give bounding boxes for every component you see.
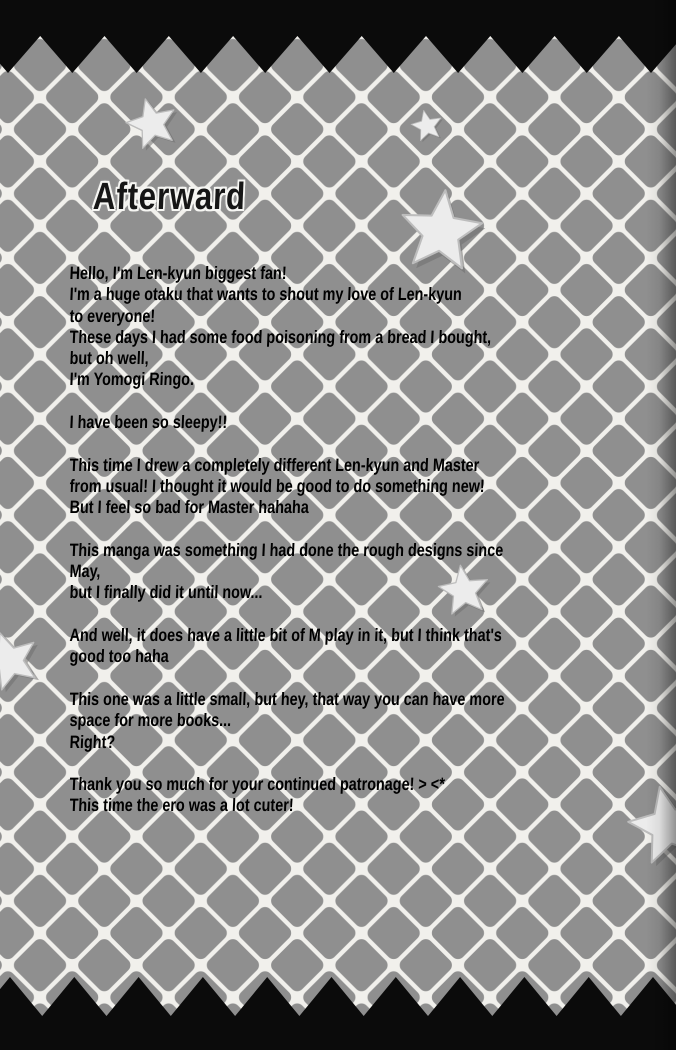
text-line: These days I had some food poisoning from a bread I bought, [69,326,492,347]
paragraph-sleepy [70,412,676,433]
text-line: Thank you so much for your continued patronage! > <* [69,774,446,795]
paragraph-this-time [70,455,676,519]
afterword-text [70,263,676,817]
text-line: This manga was something I had done the rough designs since [69,539,504,560]
text-line: from usual! I thought it would be good to do something new! [69,475,486,496]
text-line: I'm a huge otaku that wants to shout my love of Len-kyun [69,284,463,305]
paragraph-m-play [70,625,676,668]
text-line: Right? [69,731,116,752]
text-line: space for more books... [69,710,232,731]
text-line: This time the ero was a lot cuter! [69,795,295,816]
text-line: This time I drew a completely different Len-kyun and Master [69,454,480,475]
text-line: good too haha [69,646,170,667]
text-line: Hello, I'm Len-kyun biggest fan! [69,263,288,283]
text-line: But I feel so bad for Master hahaha [69,497,310,518]
text-line: to everyone! [69,305,156,326]
paragraph-small-book [70,689,676,753]
paragraph-intro [70,263,676,391]
page-title: Afterward [92,176,247,218]
text-line: May, [69,561,101,582]
paragraph-rough-designs [70,540,676,604]
text-line: I'm Yomogi Ringo. [69,369,195,390]
paragraph-thanks [70,774,676,817]
text-line: but I finally did it until now... [69,582,264,603]
text-line: but oh well, [69,348,150,369]
text-line: I have been so sleepy!! [69,412,228,433]
text-line: And well, it does have a little bit of M play in it, but I think that's [69,625,503,646]
text-line: This one was a little small, but hey, that way you can have more [69,688,506,709]
